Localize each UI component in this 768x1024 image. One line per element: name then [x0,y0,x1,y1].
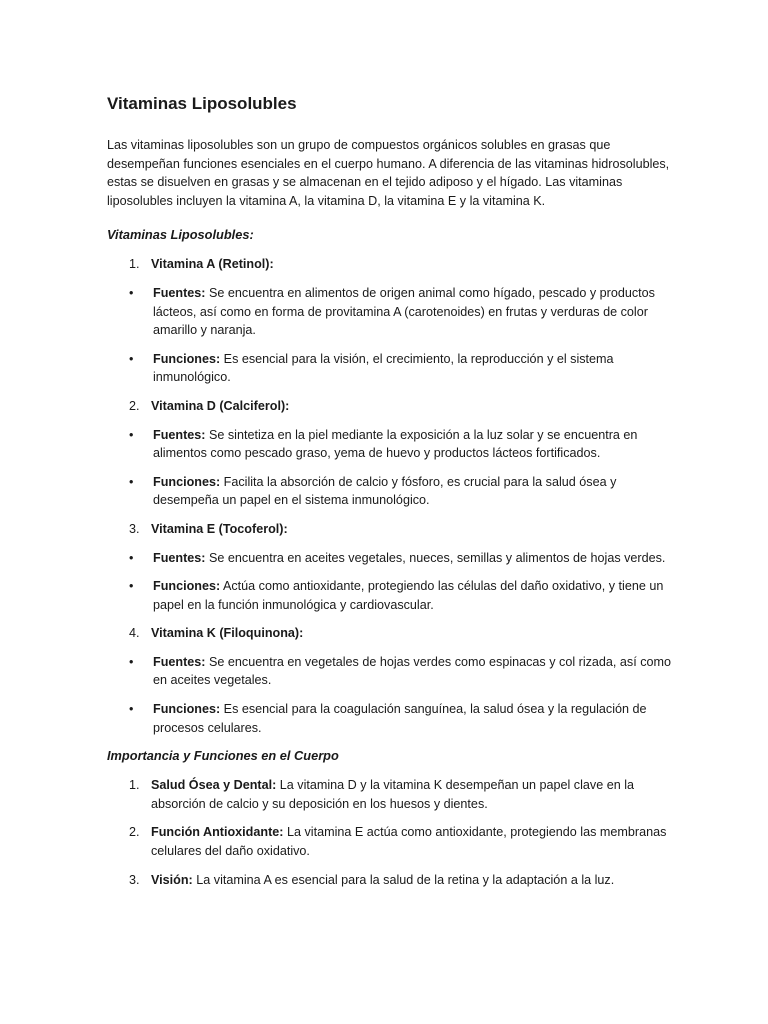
bullet-item [107,653,672,690]
bullet-item [107,473,672,510]
vitamin-item [107,255,672,387]
bullet-text: Actúa como antioxidante, protegiendo las células del daño oxidativo, y tiene un papel en la función inmunológica y cardiovascular. [153,579,664,612]
document-title: Vitaminas Liposolubles [107,94,297,113]
bullet-item [107,426,672,463]
bullet-icon: • [129,474,134,489]
bullet-text: Se sintetiza en la piel mediante la exposición a la luz solar y se encuentra en alimentos como pescado graso, yema de huevo y productos lácteos fortificados. [153,427,638,461]
list-number: 3. [129,521,140,536]
vitamin-header [107,624,672,643]
bullet-text: Facilita la absorción de calcio y fósforo, es crucial para la salud ósea y desempeña un papel en el sistema inmunológico. [153,474,617,508]
section-heading-importance: Importancia y Funciones en el Cuerpo [107,748,339,764]
bullet-label: Funciones: [153,474,221,489]
importance-label: Visión: [151,872,193,887]
section-heading-vitamins: Vitaminas Liposolubles: [107,227,254,243]
vitamin-header [107,520,672,539]
bullet-text: Se encuentra en aceites vegetales, nueces, semillas y alimentos de hojas verdes. [208,550,666,565]
vitamin-header [107,397,672,416]
list-number: 4. [129,626,140,641]
bullet-item [107,577,672,614]
list-number: 3. [129,872,140,887]
importance-text: La vitamina D y la vitamina K desempeñan un papel clave en la absorción de calcio y su deposición en los huesos y dientes. [151,778,635,811]
bullet-text: Se encuentra en alimentos de origen animal como hígado, pescado y productos lácteos, así como en forma de provitamina A (carotenoides) en frutas y verduras de color amarillo y naranja. [153,285,655,338]
bullet-icon: • [129,427,134,442]
vitamin-item [107,624,672,737]
bullet-text: Es esencial para la visión, el crecimiento, la reproducción y el sistema inmunológico. [153,351,614,385]
importance-item [107,776,672,813]
vitamin-name: Vitamina K (Filoquinona): [151,626,304,641]
intro-paragraph: Las vitaminas liposolubles son un grupo de compuestos orgánicos solubles en grasas que desempeñan funciones esenciales en el cuerpo humano. A diferencia de las vitaminas hidrosolubles, estas se disuelven en grasas y se almacenan en el tejido adiposo y el hígado. Las vitaminas liposolubles incluyen la vitamina A, la vitamina D, la vitamina E y la vitamina K. [107,138,670,208]
importance-text: La vitamina A es esencial para la salud de la retina y la adaptación a la luz. [196,872,615,887]
bullet-icon: • [129,579,134,594]
bullet-label: Fuentes: [153,550,206,565]
vitamin-item [107,520,672,614]
bullet-icon: • [129,654,134,669]
bullet-text: Es esencial para la coagulación sanguínea, la salud ósea y la regulación de procesos celulares. [153,702,647,735]
bullet-item [107,350,672,387]
bullet-label: Fuentes: [153,427,206,442]
bullet-item [107,549,672,568]
list-number: 2. [129,825,140,840]
importance-item [107,871,672,890]
bullet-item [107,700,672,737]
bullet-label: Funciones: [153,351,221,366]
list-number: 1. [129,257,140,272]
bullet-icon: • [129,351,134,366]
importance-item [107,823,672,860]
vitamin-header [107,255,672,274]
vitamin-item [107,397,672,510]
bullet-label: Funciones: [153,702,221,717]
bullet-label: Fuentes: [153,285,206,300]
bullet-icon: • [129,285,134,300]
vitamin-name: Vitamina D (Calciferol): [151,398,290,413]
bullet-icon: • [129,702,134,717]
importance-label: Salud Ósea y Dental: [151,778,277,793]
importance-label: Función Antioxidante: [151,825,284,840]
bullet-item [107,284,672,340]
bullet-icon: • [129,550,134,565]
vitamin-name: Vitamina A (Retinol): [151,257,274,272]
vitamin-name: Vitamina E (Tocoferol): [151,521,288,536]
list-number: 2. [129,398,140,413]
importance-text: La vitamina E actúa como antioxidante, protegiendo las membranas celulares del daño oxidativo. [151,825,667,859]
list-number: 1. [129,778,140,793]
bullet-label: Fuentes: [153,654,206,669]
bullet-label: Funciones: [153,579,221,594]
bullet-text: Se encuentra en vegetales de hojas verdes como espinacas y col rizada, así como en aceites vegetales. [153,654,672,688]
